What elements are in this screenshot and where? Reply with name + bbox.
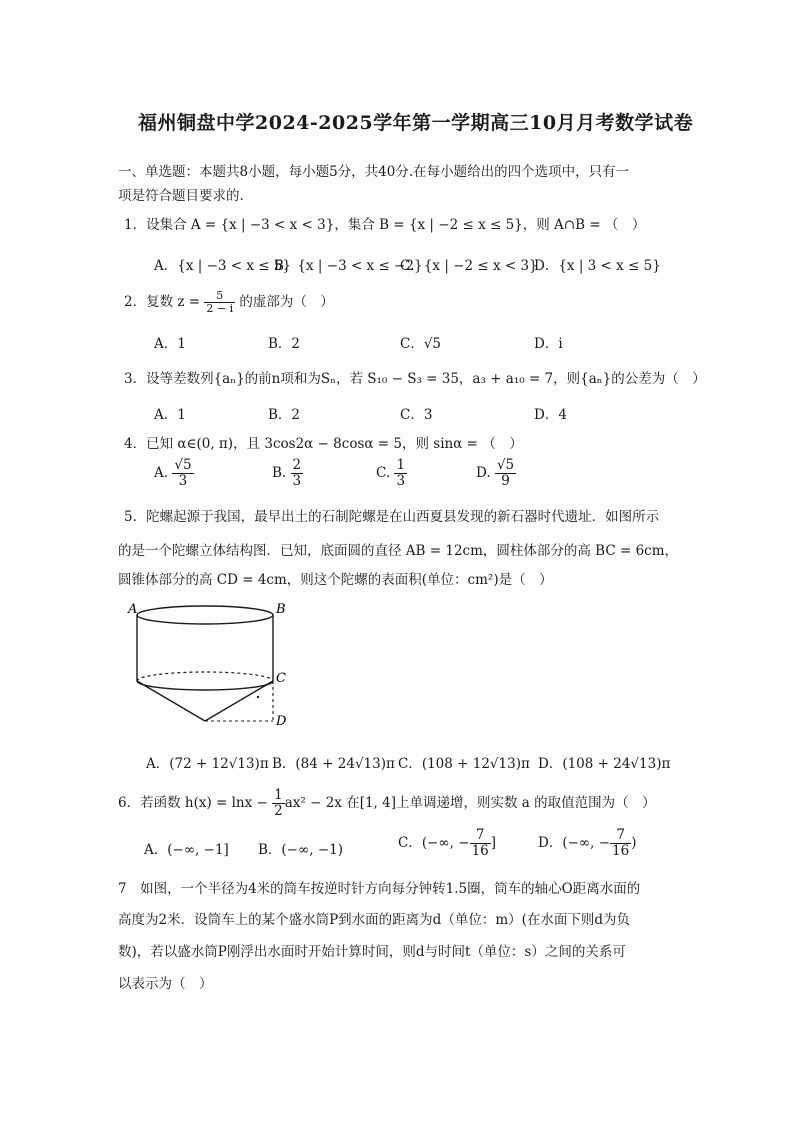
fraction-numerator: 1 (396, 457, 406, 473)
fraction-denominator: 3 (396, 472, 406, 489)
question-6-option-a: A．(−∞, −1] (144, 842, 229, 858)
option-suffix: ] (490, 834, 497, 851)
question-1-option-b: B．{x | −3 < x ≤ −2} (274, 258, 423, 274)
question-4-option-d (476, 458, 516, 489)
question-2-option-b: B．2 (268, 336, 301, 352)
question-5-line3: 圆锥体部分的高 CD = 4cm，则这个陀螺的表面积(单位：cm²)是（ ） (118, 572, 553, 588)
question-5-line1: 5．陀螺起源于我国，最早出土的石制陀螺是在山西夏县发现的新石器时代遗址．如图所示 (124, 509, 660, 525)
cone-right-edge (205, 681, 273, 721)
option-label: B. (272, 464, 287, 481)
option-fraction (470, 828, 491, 859)
question-6-stem (118, 788, 656, 819)
question-5-option-a: A．(72 + 12√13)π (146, 756, 269, 772)
top-base-ellipse (137, 606, 273, 624)
question-1-stem: 1．设集合 A = {x | −3 < x < 3}，集合 B = {x | −2 ≤ x ≤ 5}，则 A∩B = （ ） (124, 217, 646, 233)
question-6-fraction (272, 788, 285, 819)
question-3-option-b: B．2 (268, 407, 301, 423)
page-title: 福州铜盘中学2024-2025学年第一学期高三10月月考数学试卷 (138, 112, 694, 134)
question-2-option-c: C．√5 (400, 336, 442, 352)
question-7-line3: 数)，若以盛水筒P刚浮出水面时开始计算时间，则d与时间t（单位：s）之间的关系可 (118, 944, 626, 960)
option-fraction (495, 458, 516, 489)
question-5-option-c: C．(108 + 12√13)π (398, 756, 530, 772)
option-label: C. (376, 464, 391, 481)
label-d: D (276, 714, 287, 729)
question-1-option-d: D．{x | 3 < x ≤ 5} (534, 258, 661, 274)
question-7-line1: 7 如图，一个半径为4米的筒车按逆时针方向每分钟转1.5圈，筒车的轴心O距离水面的 (118, 881, 641, 897)
fraction-denominator: 2 (274, 802, 283, 819)
question-2-stem-prefix: 2．复数 z = (124, 294, 205, 311)
fraction-denominator: 3 (178, 472, 188, 489)
option-fraction (172, 458, 193, 489)
question-6-stem-prefix: 6．若函数 h(x) = lnx − (118, 794, 273, 811)
fraction-denominator: 3 (292, 472, 302, 489)
question-3-option-d: D．4 (534, 407, 567, 423)
fraction-numerator: 1 (274, 787, 283, 803)
question-6-option-d (538, 828, 637, 859)
fraction-denominator: 16 (612, 842, 630, 859)
question-2-stem (124, 290, 334, 315)
question-1-option-a: A．{x | −3 < x ≤ 5} (154, 258, 292, 274)
fraction-numerator: 5 (204, 290, 235, 303)
fraction-numerator: √5 (496, 457, 515, 473)
middle-ellipse-back (137, 672, 273, 681)
question-2-option-a: A．1 (154, 336, 186, 352)
question-4-option-a (154, 458, 194, 489)
middle-ellipse-front (137, 681, 273, 690)
option-prefix: D．(−∞, − (538, 834, 611, 851)
question-3-stem: 3．设等差数列{aₙ}的前n项和为Sₙ，若 S₁₀ − S₃ = 35，a₃ + a₁₀ = 7，则{aₙ}的公差为（ ） (124, 371, 706, 387)
question-4-option-c (376, 458, 407, 489)
option-fraction (610, 828, 631, 859)
spinning-top-figure (126, 594, 306, 734)
question-6-option-c (398, 828, 496, 859)
fraction-numerator: 2 (292, 457, 302, 473)
question-2-stem-suffix: 的虚部为（ ） (235, 294, 334, 311)
fraction-numerator: 7 (470, 828, 491, 844)
question-3-option-c: C．3 (400, 407, 433, 423)
fraction-numerator: √5 (174, 457, 192, 473)
question-5-option-d: D．(108 + 24√13)π (538, 756, 671, 772)
label-a: A (128, 602, 138, 617)
question-4-option-b (272, 458, 303, 489)
fraction-denominator: 16 (471, 842, 489, 859)
question-4-stem: 4．已知 α∈(0, π)，且 3cos2α − 8cosα = 5，则 sinα = （ ） (124, 436, 523, 452)
option-fraction (291, 458, 304, 489)
question-5-line2: 的是一个陀螺立体结构图．已知，底面圆的直径 AB = 12cm，圆柱体部分的高 BC = 6cm， (118, 543, 679, 559)
question-3-option-a: A．1 (154, 407, 186, 423)
fraction-numerator: 7 (610, 828, 631, 844)
fraction-denominator: 9 (501, 472, 510, 489)
option-label: D. (476, 464, 491, 481)
label-b: B (276, 602, 286, 617)
label-c: C (276, 671, 286, 686)
option-fraction (394, 458, 407, 489)
question-5-option-b: B．(84 + 24√13)π (272, 756, 395, 772)
section-header-line1: 一、单选题：本题共8小题，每小题5分，共40分.在每小题给出的四个选项中，只有一 (118, 164, 630, 180)
option-prefix: C．(−∞, − (398, 834, 470, 851)
option-label: A. (154, 464, 169, 481)
question-2-fraction (204, 290, 235, 315)
fraction-denominator: 2 − i (206, 302, 234, 316)
question-2-option-d: D．i (534, 336, 563, 352)
question-7-line4: 以表示为（ ） (118, 976, 213, 992)
section-header-line2: 项是符合题目要求的. (118, 188, 244, 204)
option-suffix: ) (631, 834, 637, 851)
question-6-option-b: B．(−∞, −1) (258, 842, 343, 858)
question-7-line2: 高度为2米．设筒车上的某个盛水筒P到水面的距离为d（单位：m）(在水面下则d为负 (118, 912, 631, 928)
question-6-stem-suffix: ax² − 2x 在[1, 4]上单调递增，则实数 a 的取值范围为（ ） (284, 794, 656, 811)
cone-left-edge (137, 681, 205, 721)
question-1-option-c: C．{x | −2 ≤ x < 3} (400, 258, 538, 274)
center-dot (257, 696, 259, 698)
